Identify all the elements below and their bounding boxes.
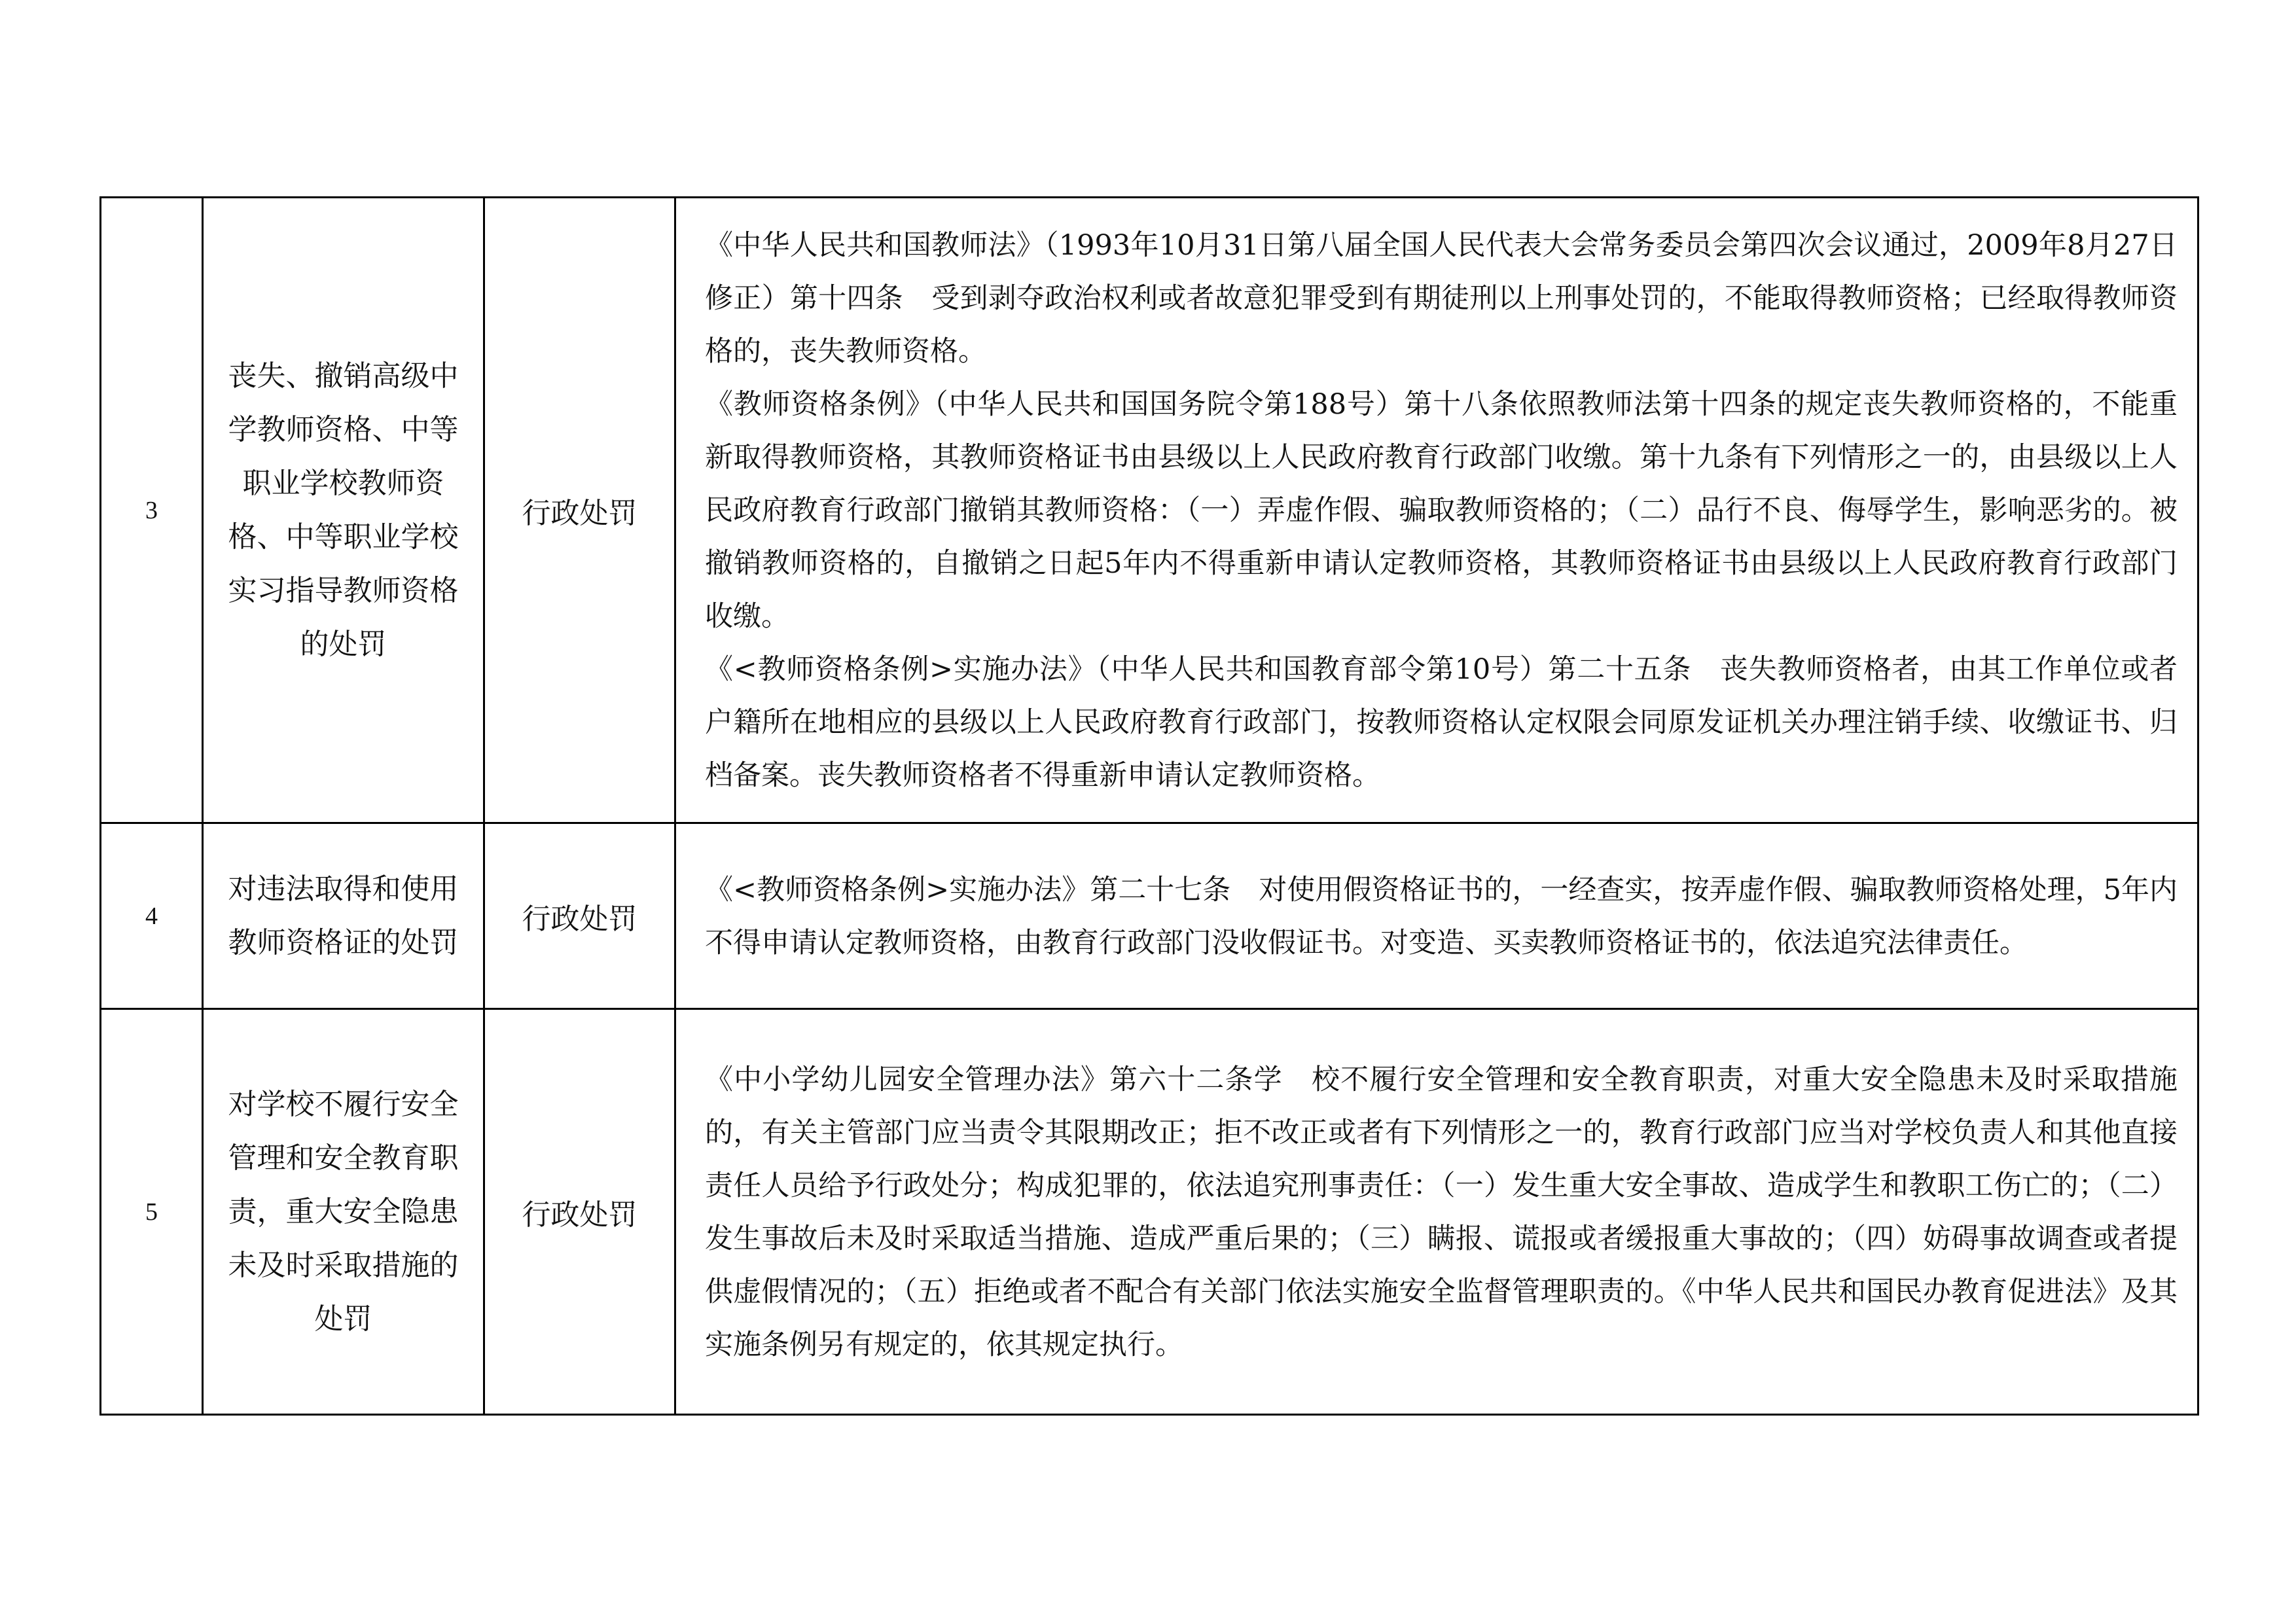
legal-basis: [675, 1009, 2198, 1415]
basis-paragraph: 《<教师资格条例>实施办法》（中华人民共和国教育部令第10号）第二十五条 丧失教师资格者，由其工作单位或者户籍所在地相应的县级以上人民政府教育行政部门，按教师资格认定权限会同原发证机关办理注销手续、收缴证书、归档备案。丧失教师资格者不得重新申请认定教师资格。: [705, 653, 2178, 792]
penalty-item: 丧失、撤销高级中学教师资格、中等职业学校教师资格、中等职业学校实习指导教师资格的处罚: [203, 198, 484, 823]
table-row: [101, 198, 2198, 823]
legal-basis: [675, 823, 2198, 1009]
row-number: 4: [101, 823, 203, 1009]
basis-paragraph: 《<教师资格条例>实施办法》第二十七条 对使用假资格证书的，一经查实，按弄虚作假、骗取教师资格处理，5年内不得申请认定教师资格，由教育行政部门没收假证书。对变造、买卖教师资格证书的，依法追究法律责任。: [705, 873, 2178, 959]
basis-paragraph: 《中小学幼儿园安全管理办法》第六十二条学 校不履行安全管理和安全教育职责，对重大安全隐患未及时采取措施的，有关主管部门应当责令其限期改正；拒不改正或者有下列情形之一的，教育行政部门应当对学校负责人和其他直接责任人员给予行政处分；构成犯罪的，依法追究刑事责任：（一）发生重大安全事故、造成学生和教职工伤亡的；（二）发生事故后未及时采取适当措施、造成严重后果的；（三）瞒报、谎报或者缓报重大事故的；（四）妨碍事故调查或者提供虚假情况的；（五）拒绝或者不配合有关部门依法实施安全监督管理职责的。《中华人民共和国民办教育促进法》及其实施条例另有规定的，依其规定执行。: [705, 1063, 2178, 1361]
penalty-type: 行政处罚: [484, 1009, 675, 1415]
basis-paragraph: 《教师资格条例》（中华人民共和国国务院令第188号）第十八条依照教师法第十四条的规定丧失教师资格的，不能重新取得教师资格，其教师资格证书由县级以上人民政府教育行政部门收缴。第十九条有下列情形之一的，由县级以上人民政府教育行政部门撤销其教师资格：（一）弄虚作假、骗取教师资格的；（二）品行不良、侮辱学生，影响恶劣的。被撤销教师资格的，自撤销之日起5年内不得重新申请认定教师资格，其教师资格证书由县级以上人民政府教育行政部门收缴。: [705, 388, 2178, 633]
penalty-type: 行政处罚: [484, 198, 675, 823]
basis-paragraph: 《中华人民共和国教师法》（1993年10月31日第八届全国人民代表大会常务委员会第四次会议通过，2009年8月27日修正）第十四条 受到剥夺政治权利或者故意犯罪受到有期徒刑以上刑事处罚的，不能取得教师资格；已经取得教师资格的，丧失教师资格。: [705, 229, 2178, 368]
legal-basis: [675, 198, 2198, 823]
penalty-item: 对违法取得和使用教师资格证的处罚: [203, 823, 484, 1009]
row-number: 3: [101, 198, 203, 823]
table-row: [101, 823, 2198, 1009]
penalty-table: [99, 196, 2199, 1416]
row-number: 5: [101, 1009, 203, 1415]
penalty-item: 对学校不履行安全管理和安全教育职责，重大安全隐患未及时采取措施的处罚: [203, 1009, 484, 1415]
penalty-type: 行政处罚: [484, 823, 675, 1009]
table-row: [101, 1009, 2198, 1415]
